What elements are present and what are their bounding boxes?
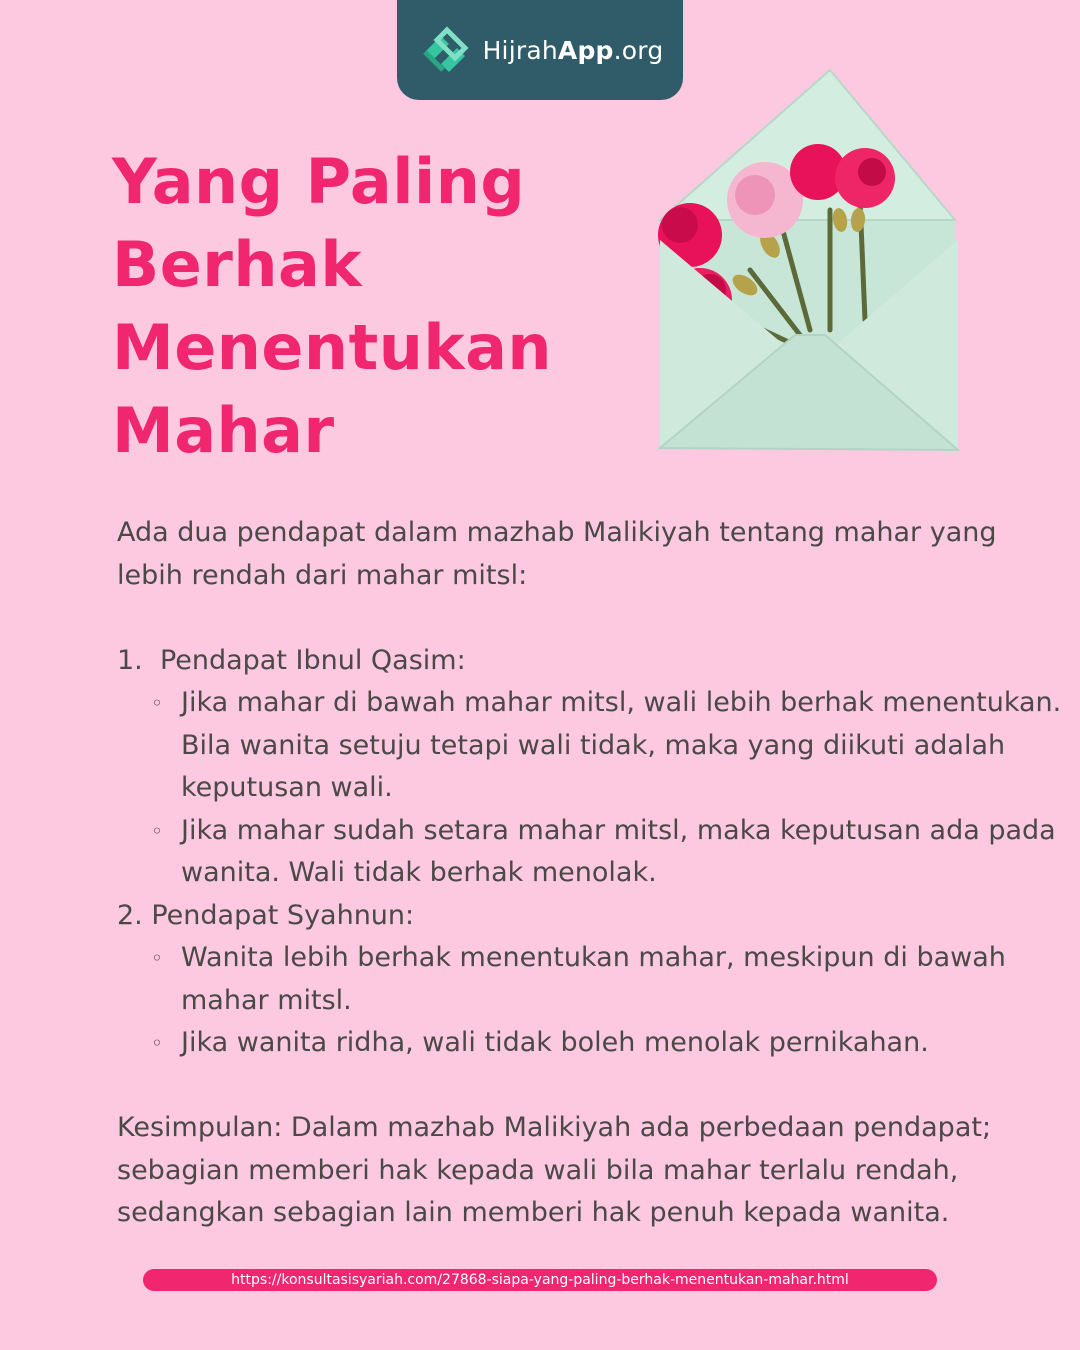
list-item	[117, 1022, 1062, 1065]
point-title: Pendapat Syahnun:	[151, 899, 415, 931]
source-link[interactable]: https://konsultasisyariah.com/27868-siapa-yang-paling-berhak-menentukan-mahar.html	[143, 1269, 937, 1291]
title-line: Menentukan	[112, 311, 553, 384]
point-number: 1.	[117, 644, 160, 676]
list-item	[117, 937, 1062, 1022]
point-number: 2.	[117, 899, 152, 931]
list-item	[117, 810, 1062, 895]
title-line: Mahar	[112, 394, 335, 467]
list-item-text: Wanita lebih berhak menentukan mahar, meskipun di bawah mahar mitsl.	[181, 942, 1006, 1016]
brand-name[interactable]: HijrahApp.org	[482, 35, 664, 65]
list-item	[117, 682, 1062, 810]
bullet-icon: ◦	[151, 1031, 163, 1055]
intro-paragraph: Ada dua pendapat dalam mazhab Malikiyah tentang mahar yang lebih rendah dari mahar mitsl:	[117, 517, 997, 591]
title-line: Berhak	[112, 228, 363, 301]
list-item-text: Jika wanita ridha, wali tidak boleh menolak pernikahan.	[181, 1027, 929, 1058]
list-item-text: Jika mahar di bawah mahar mitsl, wali lebih berhak menentukan. Bila wanita setuju tetapi wali tidak, maka yang diikuti adalah keputusan wali.	[181, 687, 1062, 803]
page-title	[112, 140, 652, 472]
hijrahapp-logo-icon	[417, 22, 473, 78]
bullet-icon: ◦	[151, 691, 163, 715]
bullet-icon: ◦	[151, 818, 163, 843]
list-item-text: Jika mahar sudah setara mahar mitsl, maka keputusan ada pada wanita. Wali tidak berhak menolak.	[181, 814, 1056, 888]
opinion-syahnun	[117, 895, 1062, 938]
conclusion-paragraph: Kesimpulan: Dalam mazhab Malikiyah ada perbedaan pendapat; sebagian memberi hak kepada wali bila mahar terlalu rendah, sedangkan sebagian lain memberi hak penuh kepada wanita.	[117, 1112, 992, 1228]
point-title: Pendapat Ibnul Qasim:	[159, 644, 466, 676]
bullet-icon: ◦	[151, 946, 163, 970]
article-body	[117, 512, 1062, 1235]
envelope-with-flowers	[640, 60, 980, 470]
opinion-ibnul-qasim	[117, 640, 1062, 683]
title-line: Yang Paling	[112, 145, 526, 218]
